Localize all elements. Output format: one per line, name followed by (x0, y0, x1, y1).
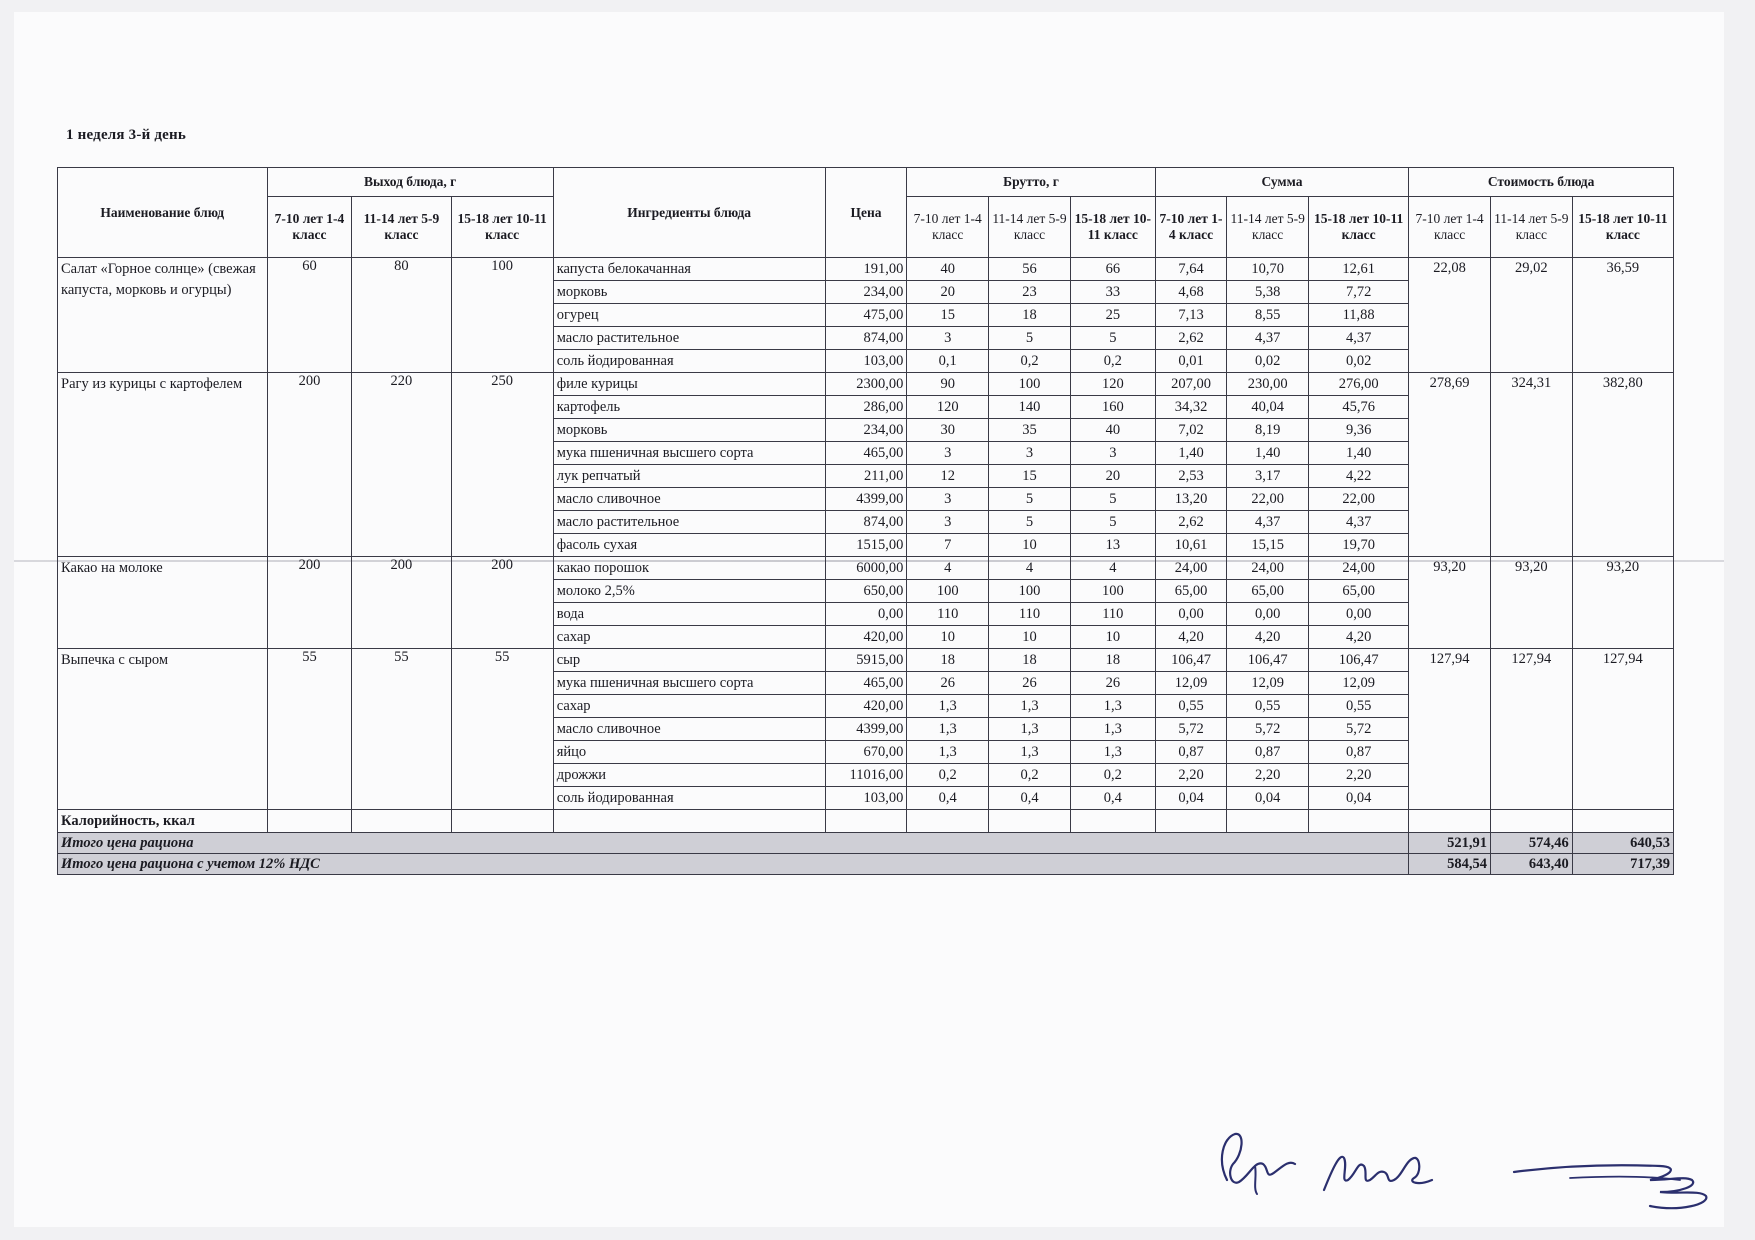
ingredient-price: 234,00 (825, 281, 907, 304)
ingredient-brutto: 160 (1070, 396, 1155, 419)
dish-yield: 80 (352, 258, 451, 373)
dish-yield: 200 (352, 557, 451, 649)
ingredient-sum: 5,72 (1309, 718, 1409, 741)
ingredient-brutto: 26 (907, 672, 989, 695)
ingredient-brutto: 5 (1070, 488, 1155, 511)
ingredient-brutto: 0,2 (907, 764, 989, 787)
dish-cost: 382,80 (1572, 373, 1673, 557)
ingredient-sum: 9,36 (1309, 419, 1409, 442)
total-row (58, 833, 1674, 854)
ingredient-brutto: 0,2 (989, 764, 1071, 787)
ingredient-brutto: 10 (989, 626, 1071, 649)
dish-cost: 324,31 (1490, 373, 1572, 557)
ingredient-sum: 2,20 (1155, 764, 1227, 787)
ingredient-sum: 0,02 (1227, 350, 1309, 373)
ingredient-sum: 7,72 (1309, 281, 1409, 304)
ingredient-sum: 5,38 (1227, 281, 1309, 304)
ingredient-brutto: 5 (989, 511, 1071, 534)
total-age3: 640,53 (1572, 833, 1673, 854)
ingredient-brutto: 1,3 (907, 741, 989, 764)
ingredient-sum: 106,47 (1155, 649, 1227, 672)
ingredient-sum: 4,37 (1227, 511, 1309, 534)
ingredient-name: картофель (553, 396, 825, 419)
ingredient-sum: 40,04 (1227, 396, 1309, 419)
ingredient-sum: 4,37 (1309, 511, 1409, 534)
ingredient-name: молоко 2,5% (553, 580, 825, 603)
ingredient-brutto: 7 (907, 534, 989, 557)
ingredient-name: фасоль сухая (553, 534, 825, 557)
ingredient-brutto: 3 (907, 488, 989, 511)
ingredient-sum: 24,00 (1155, 557, 1227, 580)
dish-yield: 200 (267, 557, 352, 649)
dish-yield: 60 (267, 258, 352, 373)
ingredient-name: мука пшеничная высшего сорта (553, 672, 825, 695)
ingredient-brutto: 10 (907, 626, 989, 649)
ingredient-brutto: 15 (989, 465, 1071, 488)
header-sum-age1: 7-10 лет 1-4 класс (1155, 197, 1227, 258)
ingredient-sum: 8,19 (1227, 419, 1309, 442)
ingredient-brutto: 0,4 (1070, 787, 1155, 810)
ingredient-price: 4399,00 (825, 718, 907, 741)
ingredient-price: 5915,00 (825, 649, 907, 672)
ingredient-sum: 106,47 (1227, 649, 1309, 672)
ingredient-sum: 15,15 (1227, 534, 1309, 557)
signature-2-icon (1318, 1140, 1438, 1210)
ingredient-sum: 0,87 (1309, 741, 1409, 764)
ingredient-brutto: 26 (1070, 672, 1155, 695)
header-yield-age2: 11-14 лет 5-9 класс (352, 197, 451, 258)
ingredient-price: 475,00 (825, 304, 907, 327)
ingredient-sum: 0,04 (1155, 787, 1227, 810)
dish-cost: 127,94 (1409, 649, 1491, 810)
ingredient-brutto: 100 (989, 580, 1071, 603)
dish-cost: 22,08 (1409, 258, 1491, 373)
table-row (58, 258, 1674, 281)
ingredient-price: 465,00 (825, 442, 907, 465)
ingredient-name: морковь (553, 281, 825, 304)
ingredient-brutto: 1,3 (989, 718, 1071, 741)
signature-3-icon (1510, 1150, 1715, 1220)
ingredient-sum: 4,37 (1309, 327, 1409, 350)
menu-table-body (58, 258, 1674, 810)
ingredient-price: 874,00 (825, 327, 907, 350)
ingredient-name: соль йодированная (553, 787, 825, 810)
ingredient-price: 103,00 (825, 787, 907, 810)
ingredient-sum: 1,40 (1155, 442, 1227, 465)
ingredient-brutto: 0,2 (1070, 350, 1155, 373)
ingredient-name: сахар (553, 695, 825, 718)
ingredient-name: сахар (553, 626, 825, 649)
ingredient-brutto: 0,4 (989, 787, 1071, 810)
ingredient-brutto: 1,3 (1070, 741, 1155, 764)
ingredient-name: филе курицы (553, 373, 825, 396)
ingredient-sum: 0,55 (1227, 695, 1309, 718)
header-yield-age3: 15-18 лет 10-11 класс (451, 197, 553, 258)
ingredient-brutto: 3 (907, 327, 989, 350)
ingredient-brutto: 100 (1070, 580, 1155, 603)
ingredient-brutto: 0,2 (989, 350, 1071, 373)
ingredient-sum: 0,04 (1227, 787, 1309, 810)
dish-name: Выпечка с сыром (58, 649, 268, 810)
ingredient-brutto: 33 (1070, 281, 1155, 304)
dish-name: Рагу из курицы с картофелем (58, 373, 268, 557)
total-label: Итого цена рациона (58, 833, 1409, 854)
ingredient-sum: 4,20 (1309, 626, 1409, 649)
ingredient-name: вода (553, 603, 825, 626)
header-sum-age3: 15-18 лет 10-11 класс (1309, 197, 1409, 258)
ingredient-sum: 4,68 (1155, 281, 1227, 304)
ingredient-name: масло сливочное (553, 718, 825, 741)
ingredient-brutto: 110 (907, 603, 989, 626)
ingredient-brutto: 35 (989, 419, 1071, 442)
dish-yield: 220 (352, 373, 451, 557)
header-sum-age2: 11-14 лет 5-9 класс (1227, 197, 1309, 258)
ingredient-brutto: 18 (989, 649, 1071, 672)
ingredient-brutto: 40 (1070, 419, 1155, 442)
ingredient-brutto: 18 (989, 304, 1071, 327)
ingredient-price: 211,00 (825, 465, 907, 488)
calorie-label: Калорийность, ккал (58, 810, 268, 833)
ingredient-brutto: 66 (1070, 258, 1155, 281)
ingredient-sum: 4,37 (1227, 327, 1309, 350)
ingredient-name: капуста белокачанная (553, 258, 825, 281)
header-price: Цена (825, 168, 907, 258)
header-brutto-age1: 7-10 лет 1-4 класс (907, 197, 989, 258)
ingredient-name: масло сливочное (553, 488, 825, 511)
table-row (58, 649, 1674, 672)
vat-total-age2: 643,40 (1490, 854, 1572, 875)
ingredient-sum: 22,00 (1309, 488, 1409, 511)
ingredient-name: сыр (553, 649, 825, 672)
ingredient-sum: 5,72 (1227, 718, 1309, 741)
ingredient-price: 465,00 (825, 672, 907, 695)
ingredient-brutto: 3 (907, 511, 989, 534)
ingredient-sum: 12,09 (1309, 672, 1409, 695)
ingredient-brutto: 0,1 (907, 350, 989, 373)
ingredient-price: 420,00 (825, 695, 907, 718)
ingredient-brutto: 5 (1070, 327, 1155, 350)
dish-yield: 55 (352, 649, 451, 810)
ingredient-brutto: 1,3 (907, 718, 989, 741)
dish-cost: 127,94 (1572, 649, 1673, 810)
ingredient-sum: 0,01 (1155, 350, 1227, 373)
header-dish-name: Наименование блюд (58, 168, 268, 258)
total-age2: 574,46 (1490, 833, 1572, 854)
header-brutto-age2: 11-14 лет 5-9 класс (989, 197, 1071, 258)
ingredient-sum: 22,00 (1227, 488, 1309, 511)
ingredient-brutto: 20 (907, 281, 989, 304)
ingredient-brutto: 0,2 (1070, 764, 1155, 787)
header-brutto-age3: 15-18 лет 10-11 класс (1070, 197, 1155, 258)
ingredient-price: 2300,00 (825, 373, 907, 396)
ingredient-sum: 8,55 (1227, 304, 1309, 327)
ingredient-brutto: 12 (907, 465, 989, 488)
ingredient-sum: 2,53 (1155, 465, 1227, 488)
ingredient-brutto: 110 (989, 603, 1071, 626)
ingredient-brutto: 120 (907, 396, 989, 419)
ingredient-price: 874,00 (825, 511, 907, 534)
ingredient-sum: 0,00 (1155, 603, 1227, 626)
table-row (58, 373, 1674, 396)
ingredient-brutto: 5 (1070, 511, 1155, 534)
ingredient-brutto: 40 (907, 258, 989, 281)
dish-yield: 55 (267, 649, 352, 810)
ingredient-sum: 0,04 (1309, 787, 1409, 810)
ingredient-price: 670,00 (825, 741, 907, 764)
dish-yield: 55 (451, 649, 553, 810)
ingredient-brutto: 4 (907, 557, 989, 580)
page-title: 1 неделя 3-й день (66, 127, 186, 143)
ingredient-brutto: 10 (1070, 626, 1155, 649)
ingredient-price: 420,00 (825, 626, 907, 649)
ingredient-name: лук репчатый (553, 465, 825, 488)
table-row (58, 557, 1674, 580)
ingredient-sum: 0,87 (1227, 741, 1309, 764)
ingredient-sum: 0,00 (1227, 603, 1309, 626)
ingredient-brutto: 15 (907, 304, 989, 327)
ingredient-sum: 65,00 (1309, 580, 1409, 603)
dish-yield: 200 (451, 557, 553, 649)
ingredient-brutto: 56 (989, 258, 1071, 281)
ingredient-brutto: 1,3 (1070, 695, 1155, 718)
ingredient-sum: 24,00 (1227, 557, 1309, 580)
ingredient-brutto: 90 (907, 373, 989, 396)
ingredient-sum: 4,20 (1227, 626, 1309, 649)
ingredient-price: 650,00 (825, 580, 907, 603)
vat-total-row (58, 854, 1674, 875)
ingredient-sum: 5,72 (1155, 718, 1227, 741)
ingredient-sum: 19,70 (1309, 534, 1409, 557)
vat-total-label: Итого цена рациона с учетом 12% НДС (58, 854, 1409, 875)
dish-yield: 100 (451, 258, 553, 373)
ingredient-brutto: 18 (907, 649, 989, 672)
ingredient-sum: 10,70 (1227, 258, 1309, 281)
ingredient-brutto: 120 (1070, 373, 1155, 396)
ingredient-sum: 7,02 (1155, 419, 1227, 442)
ingredient-price: 286,00 (825, 396, 907, 419)
ingredient-brutto: 1,3 (989, 695, 1071, 718)
dish-cost: 93,20 (1572, 557, 1673, 649)
ingredient-sum: 106,47 (1309, 649, 1409, 672)
ingredient-brutto: 3 (989, 442, 1071, 465)
header-cost: Стоимость блюда (1409, 168, 1674, 197)
ingredient-price: 1515,00 (825, 534, 907, 557)
dish-yield: 250 (451, 373, 553, 557)
ingredient-sum: 24,00 (1309, 557, 1409, 580)
ingredient-sum: 12,61 (1309, 258, 1409, 281)
ingredient-brutto: 26 (989, 672, 1071, 695)
dish-cost: 29,02 (1490, 258, 1572, 373)
ingredient-sum: 4,20 (1155, 626, 1227, 649)
dish-cost: 127,94 (1490, 649, 1572, 810)
ingredient-sum: 1,40 (1309, 442, 1409, 465)
dish-name: Какао на молоке (58, 557, 268, 649)
ingredient-sum: 10,61 (1155, 534, 1227, 557)
dish-yield: 200 (267, 373, 352, 557)
ingredient-sum: 230,00 (1227, 373, 1309, 396)
ingredient-sum: 1,40 (1227, 442, 1309, 465)
ingredient-brutto: 13 (1070, 534, 1155, 557)
ingredient-brutto: 100 (989, 373, 1071, 396)
ingredient-brutto: 1,3 (1070, 718, 1155, 741)
ingredient-name: соль йодированная (553, 350, 825, 373)
ingredient-brutto: 4 (1070, 557, 1155, 580)
ingredient-price: 191,00 (825, 258, 907, 281)
ingredient-name: дрожжи (553, 764, 825, 787)
ingredient-name: огурец (553, 304, 825, 327)
ingredient-sum: 207,00 (1155, 373, 1227, 396)
ingredient-sum: 65,00 (1155, 580, 1227, 603)
dish-name: Салат «Горное солнце» (свежая капуста, морковь и огурцы) (58, 258, 268, 373)
ingredient-brutto: 3 (1070, 442, 1155, 465)
header-cost-age2: 11-14 лет 5-9 класс (1490, 197, 1572, 258)
ingredient-sum: 2,20 (1309, 764, 1409, 787)
ingredient-price: 6000,00 (825, 557, 907, 580)
ingredient-brutto: 30 (907, 419, 989, 442)
header-yield: Выход блюда, г (267, 168, 553, 197)
dish-cost: 93,20 (1490, 557, 1572, 649)
ingredient-price: 4399,00 (825, 488, 907, 511)
ingredient-brutto: 20 (1070, 465, 1155, 488)
ingredient-name: масло растительное (553, 327, 825, 350)
menu-cost-table (57, 167, 1674, 875)
ingredient-sum: 13,20 (1155, 488, 1227, 511)
ingredient-sum: 2,62 (1155, 511, 1227, 534)
ingredient-sum: 45,76 (1309, 396, 1409, 419)
ingredient-name: морковь (553, 419, 825, 442)
signature-1-icon (1205, 1120, 1300, 1200)
ingredient-sum: 0,55 (1309, 695, 1409, 718)
ingredient-sum: 276,00 (1309, 373, 1409, 396)
header-brutto: Брутто, г (907, 168, 1155, 197)
calorie-row (58, 810, 1674, 833)
ingredient-brutto: 23 (989, 281, 1071, 304)
ingredient-sum: 11,88 (1309, 304, 1409, 327)
ingredient-price: 11016,00 (825, 764, 907, 787)
dish-cost: 278,69 (1409, 373, 1491, 557)
ingredient-price: 103,00 (825, 350, 907, 373)
ingredient-brutto: 1,3 (907, 695, 989, 718)
ingredient-sum: 4,22 (1309, 465, 1409, 488)
dish-cost: 36,59 (1572, 258, 1673, 373)
ingredient-brutto: 10 (989, 534, 1071, 557)
ingredient-sum: 0,02 (1309, 350, 1409, 373)
ingredient-brutto: 3 (907, 442, 989, 465)
ingredient-sum: 0,87 (1155, 741, 1227, 764)
header-cost-age1: 7-10 лет 1-4 класс (1409, 197, 1491, 258)
header-sum: Сумма (1155, 168, 1408, 197)
vat-total-age1: 584,54 (1409, 854, 1491, 875)
ingredient-sum: 2,62 (1155, 327, 1227, 350)
header-ingredients: Ингредиенты блюда (553, 168, 825, 258)
ingredient-name: яйцо (553, 741, 825, 764)
ingredient-sum: 34,32 (1155, 396, 1227, 419)
ingredient-price: 0,00 (825, 603, 907, 626)
vat-total-age3: 717,39 (1572, 854, 1673, 875)
ingredient-sum: 7,64 (1155, 258, 1227, 281)
ingredient-brutto: 0,4 (907, 787, 989, 810)
ingredient-sum: 65,00 (1227, 580, 1309, 603)
ingredient-brutto: 100 (907, 580, 989, 603)
ingredient-name: мука пшеничная высшего сорта (553, 442, 825, 465)
ingredient-brutto: 25 (1070, 304, 1155, 327)
ingredient-brutto: 1,3 (989, 741, 1071, 764)
header-cost-age3: 15-18 лет 10-11 класс (1572, 197, 1673, 258)
ingredient-name: масло растительное (553, 511, 825, 534)
ingredient-brutto: 5 (989, 327, 1071, 350)
total-age1: 521,91 (1409, 833, 1491, 854)
header-yield-age1: 7-10 лет 1-4 класс (267, 197, 352, 258)
ingredient-brutto: 140 (989, 396, 1071, 419)
ingredient-sum: 7,13 (1155, 304, 1227, 327)
ingredient-name: какао порошок (553, 557, 825, 580)
ingredient-sum: 3,17 (1227, 465, 1309, 488)
ingredient-brutto: 4 (989, 557, 1071, 580)
dish-cost: 93,20 (1409, 557, 1491, 649)
ingredient-sum: 12,09 (1227, 672, 1309, 695)
ingredient-price: 234,00 (825, 419, 907, 442)
ingredient-sum: 0,55 (1155, 695, 1227, 718)
ingredient-sum: 2,20 (1227, 764, 1309, 787)
ingredient-brutto: 110 (1070, 603, 1155, 626)
ingredient-brutto: 5 (989, 488, 1071, 511)
ingredient-sum: 12,09 (1155, 672, 1227, 695)
ingredient-sum: 0,00 (1309, 603, 1409, 626)
ingredient-brutto: 18 (1070, 649, 1155, 672)
